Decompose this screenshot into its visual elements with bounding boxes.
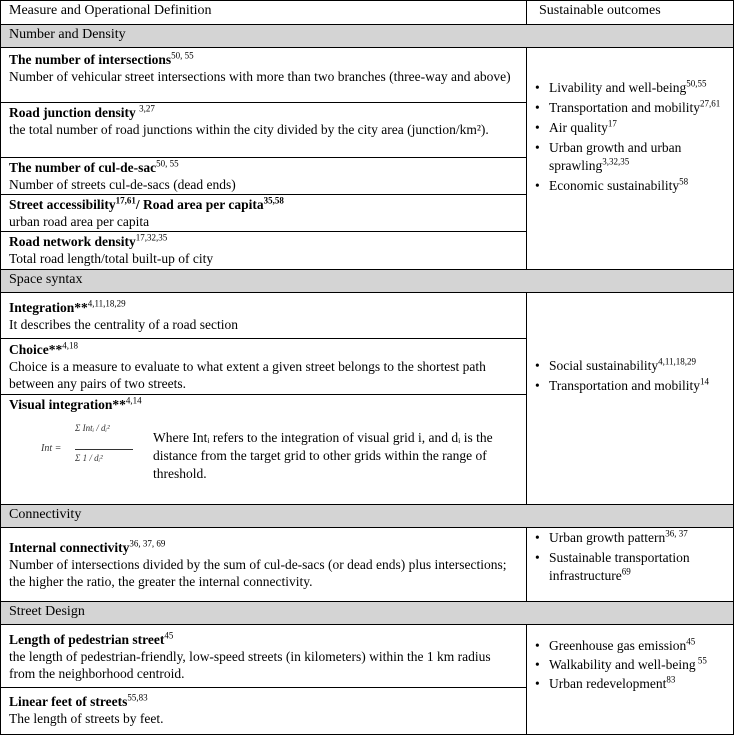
measure-internal-connectivity: Internal connectivity$^{36, 37, 69}$ Number of intersections divided by the sum of cul-de-sacs (or dead ends) plus intersections; the higher the ratio, the greater the internal connectivity. xyxy=(9,538,507,589)
measure-street-accessibility: Street accessibility$^{17,61}$/ Road area per capita$^{35,58}$ urban road area per capita xyxy=(9,195,284,229)
outcome-item: • Economic sustainability$^{58}$ xyxy=(535,177,725,195)
header-outcomes: Sustainable outcomes xyxy=(539,3,661,18)
measure-visual-integration: Visual integration**$^{4,14}$ xyxy=(9,395,142,412)
outcome-item: • Transportation and mobility$^{27,61}$ xyxy=(535,99,725,117)
formula-denominator: Σ 1 / dᵢ² xyxy=(75,453,103,463)
outcomes-connectivity xyxy=(535,529,725,587)
outcomes-space-syntax xyxy=(535,357,725,397)
row-divider xyxy=(1,338,526,339)
fraction-bar xyxy=(75,449,133,450)
formula-description: Where Intᵢ refers to the integration of visual grid i, and dᵢ is the distance from the target grid to other grids within the range of threshold. xyxy=(153,430,493,481)
measure-intersections: The number of intersections$^{50, 55}$ Number of vehicular street intersections with more than two branches (three-way and above) xyxy=(9,50,511,84)
outcomes-street-design xyxy=(535,637,725,694)
section-number-density xyxy=(1,24,733,48)
section-street-design xyxy=(1,601,733,625)
section-connectivity xyxy=(1,504,733,528)
measure-cul-de-sac: The number of cul-de-sac$^{50, 55}$ Number of streets cul-de-sacs (dead ends) xyxy=(9,158,236,192)
outcome-item: • Greenhouse gas emission$^{45}$ xyxy=(535,637,725,654)
measure-choice: Choice**$^{4,18}$ Choice is a measure to evaluate to what extent a given street belongs to the shortest path between any pairs of two streets. xyxy=(9,340,486,391)
measure-road-network-density: Road network density$^{17,32,35}$ Total road length/total built-up of city xyxy=(9,232,214,266)
section-title: Street Design xyxy=(9,604,85,619)
outcome-item: • Urban redevelopment$^{83}$ xyxy=(535,675,725,692)
section-title: Space syntax xyxy=(9,272,83,287)
section-title: Number and Density xyxy=(9,27,126,42)
section-space-syntax xyxy=(1,269,733,293)
measure-road-junction-density: Road junction density $^{3,27}$ the total number of road junctions within the city divided by the city area (junction/km²). xyxy=(9,103,489,137)
row-divider xyxy=(1,157,526,158)
formula-numerator: Σ Intᵢ / dᵢ² xyxy=(75,423,110,433)
measure-linear-feet: Linear feet of streets$^{55,83}$ The length of streets by feet. xyxy=(9,692,164,726)
row-divider xyxy=(1,231,526,232)
outcome-item: • Air quality$^{17}$ xyxy=(535,119,725,137)
row-divider xyxy=(1,102,526,103)
header-measure: Measure and Operational Definition xyxy=(9,3,212,18)
measure-integration: Integration**$^{4,11,18,29}$ It describes the centrality of a road section xyxy=(9,298,239,332)
section-title: Connectivity xyxy=(9,507,82,522)
outcome-item: • Sustainable transportation infrastructure$^{69}$ xyxy=(535,549,725,585)
formula-lhs: Int = xyxy=(41,443,62,454)
outcome-item: • Urban growth and urban sprawling$^{3,32,35}$ xyxy=(535,139,725,175)
outcome-item: • Social sustainability$^{4,11,18,29}$ xyxy=(535,357,725,375)
outcome-item: • Transportation and mobility$^{14}$ xyxy=(535,377,725,395)
row-divider xyxy=(1,687,526,688)
outcome-item: • Urban growth pattern$^{36, 37}$ xyxy=(535,529,725,547)
row-divider xyxy=(1,394,526,395)
outcomes-number-density xyxy=(535,79,725,197)
measure-pedestrian-street: Length of pedestrian street$^{45}$ the length of pedestrian-friendly, low-speed streets (in kilometers) within the 1 km radius from the neighborhood centroid. xyxy=(9,630,491,681)
outcome-item: • Walkability and well-being $^{55}$ xyxy=(535,656,725,673)
integration-formula xyxy=(41,421,141,481)
outcome-item: • Livability and well-being$^{50,55}$ xyxy=(535,79,725,97)
